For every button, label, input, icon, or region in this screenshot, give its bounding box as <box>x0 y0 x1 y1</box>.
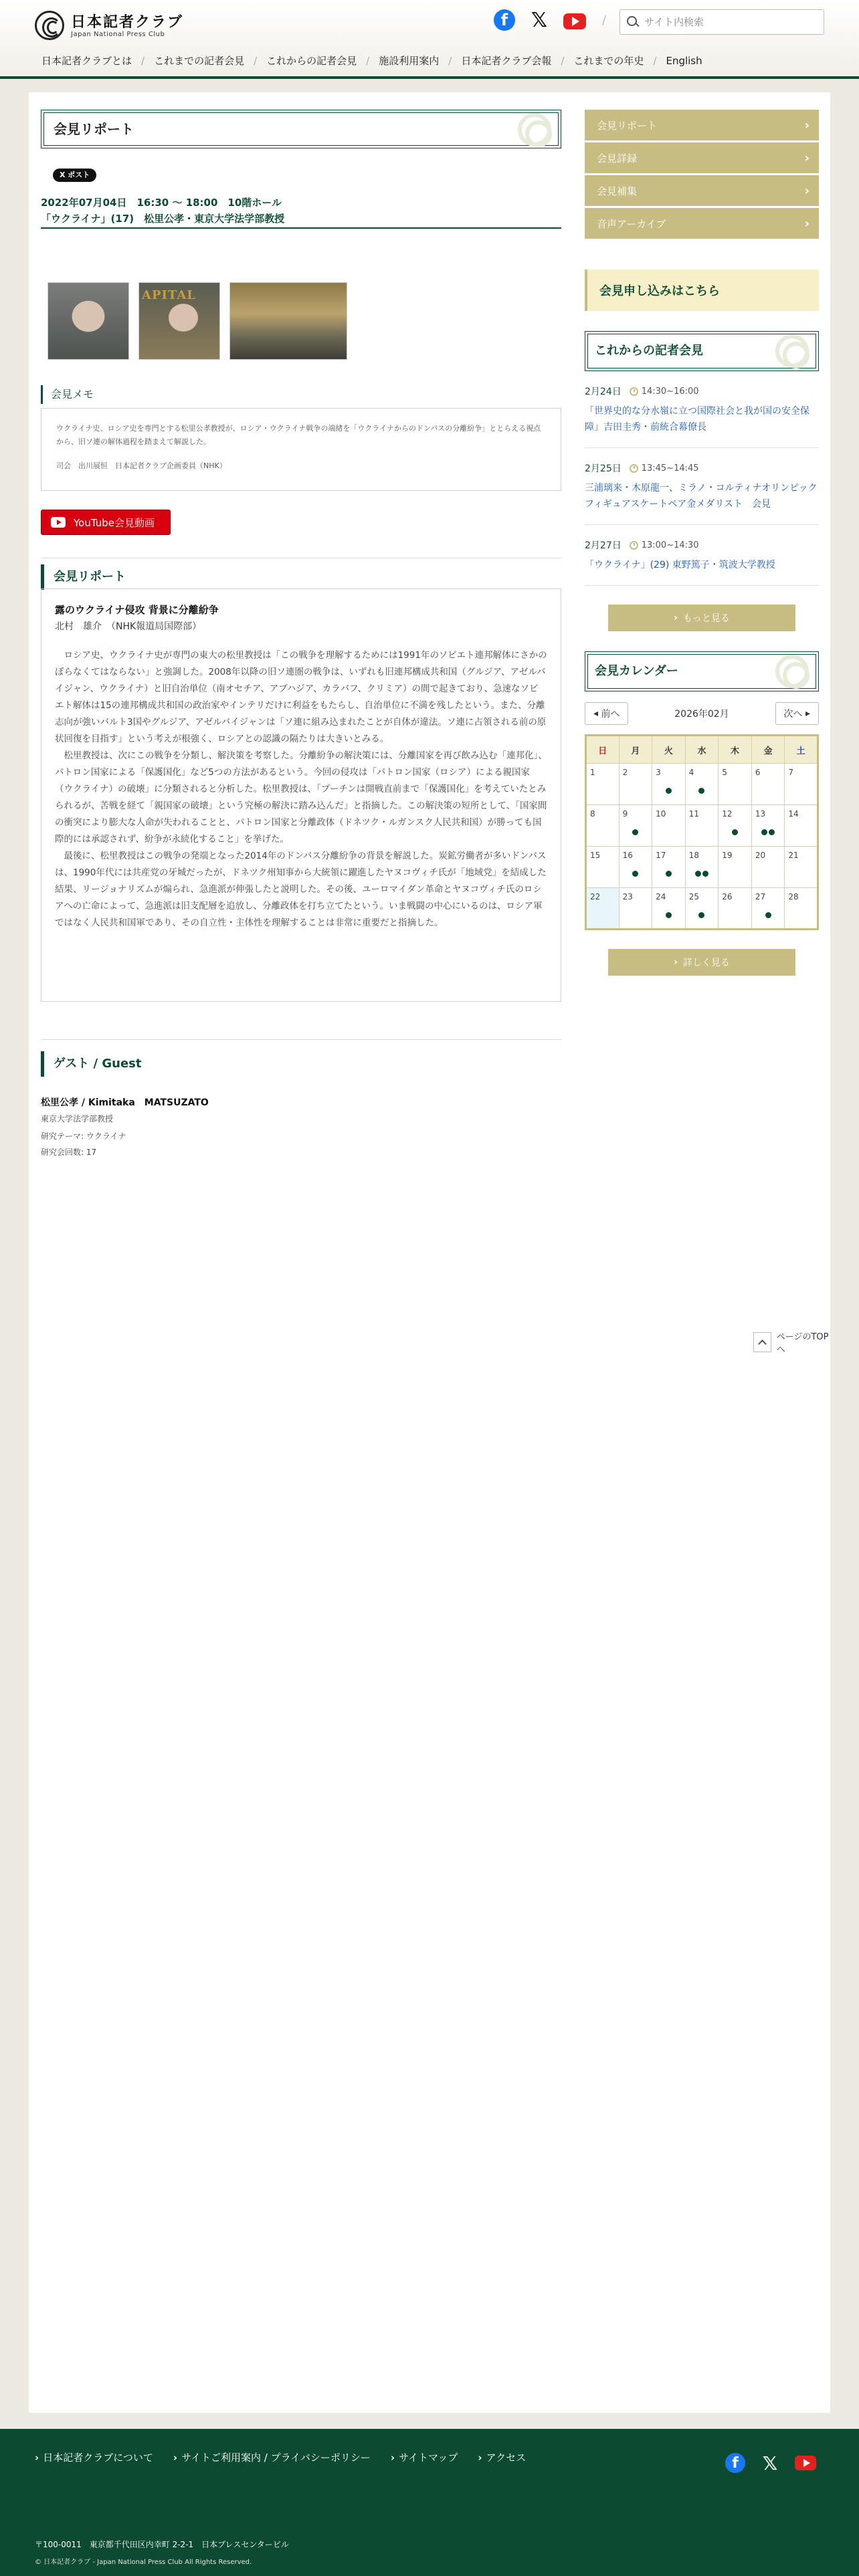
calendar-day-number: 3 <box>656 768 661 777</box>
article-paragraph: ロシア史、ウクライナ史が専門の東大の松里教授は「この戦争を理解するためには1991年のソビエト連邦解体にさかのぼらなくてはならない」と強調した。2008年以降の旧ソ連圏の戦争は、いずれも旧連邦構成共和国（グルジア、アゼルバイジャン、ウクライナ）と旧自治単位（南オセチア、アブハジア、カラバフ、クリミア）の間で起きており、急速なソビエト解体は15の連邦構成共和国の政治家やインテリだけに利益をもたらし、自治単位に不満を残したという。また、分離志向が強いバルト3国やグルジア、アゼルバイジャンは「ソ連に組み込まれたことが自体が違法。ソ連に占領される前の原状回復を目指す」という考えが根強く、ロシアとの認識の隔たりは大きいとみる。 <box>55 650 547 744</box>
photo-backdrop-text: APITAL <box>142 288 196 302</box>
guest-section-heading: ゲスト / Guest <box>41 1051 142 1077</box>
conference-photo-2[interactable] <box>138 282 220 360</box>
event-dot-icon <box>761 829 767 835</box>
x-icon[interactable]: 𝕏 <box>531 8 548 32</box>
event-title-link[interactable]: 三浦璃来・木原龍一、ミラノ・コルティナオリンピック フィギュアスケートペア金メダリスト 会見 <box>585 483 818 510</box>
calendar-day[interactable] <box>586 847 619 888</box>
calendar-weekday: 日 <box>586 736 619 764</box>
main-container <box>29 92 830 2413</box>
event-date: 2月27日 <box>585 540 622 551</box>
header-divider: / <box>602 13 607 27</box>
guest-name: 松里公孝 / Kimitaka MATSUZATO <box>41 1097 209 1108</box>
site-header <box>0 0 859 79</box>
clock-icon <box>630 464 638 473</box>
calendar-day-number: 22 <box>590 892 601 901</box>
memo-presenter: 司会 出川展恒 日本記者クラブ企画委員（NHK） <box>56 461 227 470</box>
calendar-day[interactable] <box>619 764 652 805</box>
nav-about[interactable]: 日本記者クラブとは <box>41 55 132 67</box>
article-paragraph: 最後に、松里教授はこの戦争の発端となった2014年のドンバス分離紛争の背景を解説した。炭鉱労働者が多いドンバスは、1990年代には共産党の牙城だったが、ドネツク州知事から大統領に躍進したヤヌコヴィチ氏が「地域党」を結成した結果、リージョナリズムが煽られ、急進派が伸張したと説明した。その後、ユーロマイダン革命とヤヌコヴィチ氏のロシアへの亡命によって、急進派は旧支配層を追放し、分離政体を打ち立てたという。いま戦闘の中心にいるのは、ロシア軍ではなく人民共和国軍であり、その自立性・主体性を理解することは非常に重要だと指摘した。 <box>55 851 547 928</box>
calendar-day-number: 5 <box>722 768 727 777</box>
calendar-weekday: 月 <box>619 736 652 764</box>
calendar-week <box>586 805 818 847</box>
calendar-day[interactable] <box>619 805 652 847</box>
event-markers <box>755 829 781 836</box>
logo-rings-icon <box>518 113 551 146</box>
calendar-day[interactable] <box>652 847 686 888</box>
upcoming-heading-box <box>585 331 819 371</box>
event-dot-icon <box>695 871 701 877</box>
event-markers <box>656 788 682 794</box>
youtube-icon[interactable] <box>563 13 586 29</box>
event-dot-icon <box>769 829 775 835</box>
event-markers <box>689 912 715 919</box>
event-markers <box>623 871 649 877</box>
divider <box>41 1039 561 1040</box>
calendar-prev-button[interactable]: ◂ 前へ <box>585 702 628 725</box>
nav-facilities[interactable]: 施設利用案内 <box>379 55 440 67</box>
calendar-day-number: 14 <box>788 809 799 819</box>
more-events-button[interactable]: › もっと見る <box>608 605 795 631</box>
x-icon[interactable]: 𝕏 <box>762 2452 778 2474</box>
search-icon[interactable] <box>627 16 639 28</box>
calendar-day[interactable] <box>586 888 619 930</box>
calendar-details-button[interactable]: › 詳しく見る <box>608 949 795 976</box>
calendar-month: 2026年02月 <box>674 709 729 720</box>
logo-rings-icon <box>775 655 809 688</box>
youtube-video-button[interactable] <box>41 510 171 535</box>
calendar-day-number: 19 <box>722 851 733 860</box>
memo-box <box>41 408 561 491</box>
calendar-day[interactable] <box>751 888 785 930</box>
calendar-day[interactable] <box>719 805 752 847</box>
event-dot-icon <box>698 788 704 794</box>
footer-link-access[interactable]: › アクセス <box>478 2452 527 2464</box>
site-logo[interactable] <box>35 11 183 40</box>
calendar-day[interactable] <box>719 888 752 930</box>
chevron-right-icon: › <box>804 150 809 165</box>
calendar-day-number: 25 <box>688 892 699 901</box>
calendar-week <box>586 764 818 805</box>
page-title: 会見リポート <box>54 121 134 137</box>
chevron-right-icon: › <box>173 2452 178 2464</box>
article-paragraph: 松里教授は、次にこの戦争を分類し、解決策を考察した。分離紛争の解決策には、分離国家を再び飲み込む「連邦化」、パトロン国家による「保護国化」など5つの方法があるという。今回の侵攻は「パトロン国家（ロシア）による親国家（ウクライナ）の破壊」に分類されると分析した。松里教授は、「プーチンは開戦直前まで「保護国化」を考えていたとみられるが、苦戦を経て「親国家の破壊」という究極の解決に踏み込んだ」と指摘した。この解決策の短所として、「国家間の衝突により膨大な人命が失われることと、パトロン国家と分離政体（ドネツク・ルガンスク人民共和国）が勝っても国際的には承認されず、紛争が永続化すること」を挙げた。 <box>55 750 547 845</box>
calendar-day-number: 27 <box>755 892 766 901</box>
event-dot-icon <box>732 829 738 835</box>
calendar-day[interactable] <box>751 805 785 847</box>
calendar-day-number: 1 <box>590 768 595 777</box>
footer-link-sitemap[interactable]: › サイトマップ <box>390 2452 458 2464</box>
footer-address: 〒100-0011 東京都千代田区内幸町 2-2-1 日本プレスセンタービル <box>35 2540 289 2549</box>
event-dot-icon <box>632 871 638 877</box>
page-title-box <box>41 110 561 148</box>
report-section-heading: 会見リポート <box>41 564 126 590</box>
chevron-right-icon: › <box>35 2452 39 2464</box>
chevron-right-icon: › <box>804 216 809 231</box>
chevron-right-icon: › <box>390 2452 395 2464</box>
facebook-icon[interactable]: f <box>725 2453 745 2473</box>
article-title: 露のウクライナ侵攻 背景に分離紛争 <box>55 604 219 616</box>
calendar-day-number: 17 <box>656 851 666 860</box>
event-dot-icon <box>666 788 672 794</box>
event-date: 2月25日 <box>585 463 622 474</box>
calendar-day-number: 6 <box>755 768 761 777</box>
apply-conference-link[interactable]: 会見申し込みはこちら <box>585 270 819 311</box>
calendar-day[interactable] <box>586 805 619 847</box>
calendar-day[interactable] <box>751 764 785 805</box>
content-column <box>41 110 561 1157</box>
calendar-day-number: 23 <box>622 892 633 901</box>
guest-research-theme: 研究テーマ: ウクライナ <box>41 1132 126 1141</box>
calendar-next-button[interactable]: 次へ ▸ <box>775 702 819 725</box>
global-nav: 日本記者クラブとは / これまでの記者会見 / これからの記者会見 / 施設利用案内 / 日本記者クラブ会報 / これまでの年史 / English <box>41 54 702 67</box>
chevron-right-icon: › <box>804 118 809 132</box>
event-time: 13:45~14:45 <box>641 463 699 473</box>
search-input[interactable] <box>644 16 818 28</box>
sidebar-item-supplement[interactable]: 会見補集 › <box>585 175 819 206</box>
x-post-button[interactable]: X ポスト <box>53 169 96 182</box>
guest-session-count: 研究会回数: 17 <box>41 1148 97 1157</box>
calendar-day[interactable] <box>785 888 818 930</box>
nav-upcoming-conferences[interactable]: これからの記者会見 <box>266 55 357 67</box>
site-search <box>619 9 824 35</box>
article-body <box>55 647 547 932</box>
event-time: 14:30~16:00 <box>641 386 699 397</box>
calendar-day-number: 11 <box>688 809 699 819</box>
conference-photo-3[interactable] <box>229 282 347 360</box>
calendar-day[interactable] <box>685 888 719 930</box>
calendar-weekday: 土 <box>785 736 818 764</box>
calendar-heading-box <box>585 651 819 691</box>
calendar-day[interactable] <box>719 764 752 805</box>
calendar-day[interactable] <box>685 764 719 805</box>
sidebar <box>585 110 819 976</box>
calendar-day-number: 15 <box>590 851 601 860</box>
site-footer <box>0 2429 859 2576</box>
calendar-day[interactable] <box>619 888 652 930</box>
event-title-link[interactable]: 「ウクライナ」(29) 東野篤子・筑波大学教授 <box>585 560 775 570</box>
sidebar-item-report[interactable]: 会見リポート › <box>585 110 819 140</box>
youtube-button-label: YouTube会見動画 <box>74 516 155 529</box>
calendar-day-number: 12 <box>722 809 733 819</box>
calendar-nav <box>585 702 819 725</box>
calendar-day-number: 21 <box>788 851 799 860</box>
memo-heading: 会見メモ <box>41 385 94 404</box>
conference-photo-1[interactable] <box>47 282 129 360</box>
calendar-week <box>586 888 818 930</box>
calendar-weekday: 火 <box>652 736 686 764</box>
chevron-right-icon: › <box>674 613 678 623</box>
calendar-day[interactable] <box>785 805 818 847</box>
logo-title: 日本記者クラブ <box>71 13 184 31</box>
event-dot-icon <box>765 912 771 918</box>
sidebar-item-audio-archive[interactable]: 音声アーカイブ › <box>585 208 819 239</box>
calendar-heading: 会見カレンダー <box>595 664 678 678</box>
divider <box>41 227 561 229</box>
calendar-day-number: 24 <box>656 892 666 901</box>
calendar-weekday: 水 <box>685 736 719 764</box>
facebook-icon[interactable]: f <box>494 9 515 31</box>
calendar-day[interactable] <box>685 847 719 888</box>
conference-calendar <box>585 734 819 930</box>
calendar-day-number: 10 <box>656 809 666 819</box>
calendar-day[interactable] <box>652 764 686 805</box>
calendar-day-number: 4 <box>688 768 694 777</box>
event-markers <box>656 871 682 877</box>
calendar-day[interactable] <box>751 847 785 888</box>
event-item <box>585 525 819 586</box>
calendar-day[interactable] <box>785 764 818 805</box>
chevron-up-icon <box>753 1332 771 1352</box>
footer-link-about[interactable]: › 日本記者クラブについて <box>35 2452 153 2464</box>
guest-affiliation: 東京大学法学部教授 <box>41 1114 114 1123</box>
event-markers <box>689 788 715 794</box>
calendar-day-number: 16 <box>622 851 633 860</box>
event-markers <box>755 912 781 919</box>
calendar-day[interactable] <box>685 805 719 847</box>
footer-links <box>35 2450 546 2464</box>
chevron-right-icon: › <box>478 2452 482 2464</box>
calendar-day-number: 13 <box>755 809 766 819</box>
back-to-top-link[interactable]: ページのTOPへ <box>753 1329 830 1355</box>
calendar-day-number: 8 <box>590 809 595 819</box>
event-markers <box>689 871 715 877</box>
calendar-day[interactable] <box>785 847 818 888</box>
footer-copyright: © 日本記者クラブ - Japan National Press Club All Rights Reserved. <box>35 2559 252 2566</box>
conference-topic: 「ウクライナ」(17) 松里公孝・東京大学法学部教授 <box>41 213 285 225</box>
calendar-day-number: 20 <box>755 851 766 860</box>
event-dot-icon <box>666 871 672 877</box>
clock-icon <box>630 541 638 550</box>
clock-icon <box>630 387 638 396</box>
article-author: 北村 雄介 （NHK報道局国際部） <box>55 621 202 632</box>
chevron-right-icon: › <box>674 957 678 968</box>
calendar-day-number: 26 <box>722 892 733 901</box>
calendar-day[interactable] <box>586 764 619 805</box>
calendar-day[interactable] <box>652 888 686 930</box>
nav-english[interactable]: English <box>666 54 702 67</box>
nav-past-conferences[interactable]: これまでの記者会見 <box>154 55 245 67</box>
chevron-left-icon: ◂ <box>593 708 599 719</box>
chevron-right-icon: › <box>804 183 809 198</box>
event-title-link[interactable]: 「世界史的な分水嶺に立つ国際社会と我が国の安全保障」吉田圭秀・前統合幕僚長 <box>585 406 809 433</box>
event-dot-icon <box>666 912 672 918</box>
event-markers <box>722 829 748 836</box>
logo-subtitle: Japan National Press Club <box>71 30 165 38</box>
event-dot-icon <box>698 912 704 918</box>
calendar-day-number: 18 <box>688 851 699 860</box>
calendar-day-number: 2 <box>622 768 628 777</box>
calendar-weekday: 木 <box>719 736 752 764</box>
event-markers <box>623 829 649 836</box>
youtube-icon <box>51 517 66 528</box>
conference-date: 2022年07月04日 16:30 〜 18:00 10階ホール <box>41 197 282 209</box>
chevron-right-icon: ▸ <box>805 708 810 719</box>
calendar-day[interactable] <box>652 805 686 847</box>
calendar-day-number: 28 <box>788 892 799 901</box>
memo-text: ウクライナ史、ロシア史を専門とする松里公孝教授が、ロシア・ウクライナ戦争の端緒を「ウクライナからのドンバスの分離紛争」ととらえる視点から、旧ソ連の解体過程を踏まえて解説した。 <box>56 424 541 446</box>
logo-mark-icon <box>35 11 64 40</box>
sidebar-item-transcript[interactable]: 会見詳録 › <box>585 142 819 173</box>
youtube-icon[interactable] <box>795 2456 816 2470</box>
calendar-day-number: 9 <box>622 809 628 819</box>
nav-bulletin[interactable]: 日本記者クラブ会報 <box>461 55 552 67</box>
event-date: 2月24日 <box>585 387 622 397</box>
calendar-day[interactable] <box>619 847 652 888</box>
upcoming-heading: これからの記者会見 <box>595 344 703 358</box>
event-item <box>585 371 819 448</box>
event-markers <box>656 912 682 919</box>
event-dot-icon <box>632 829 638 835</box>
logo-rings-icon <box>775 334 809 368</box>
report-article <box>41 588 561 1002</box>
calendar-day[interactable] <box>719 847 752 888</box>
calendar-day-number: 7 <box>788 768 794 777</box>
footer-link-privacy[interactable]: › サイトご利用案内 / プライバシーポリシー <box>173 2452 371 2464</box>
calendar-weekday: 金 <box>751 736 785 764</box>
nav-history[interactable]: これまでの年史 <box>573 55 644 67</box>
event-item <box>585 448 819 525</box>
event-time: 13:00~14:30 <box>641 540 699 550</box>
calendar-week <box>586 847 818 888</box>
event-dot-icon <box>702 871 708 877</box>
